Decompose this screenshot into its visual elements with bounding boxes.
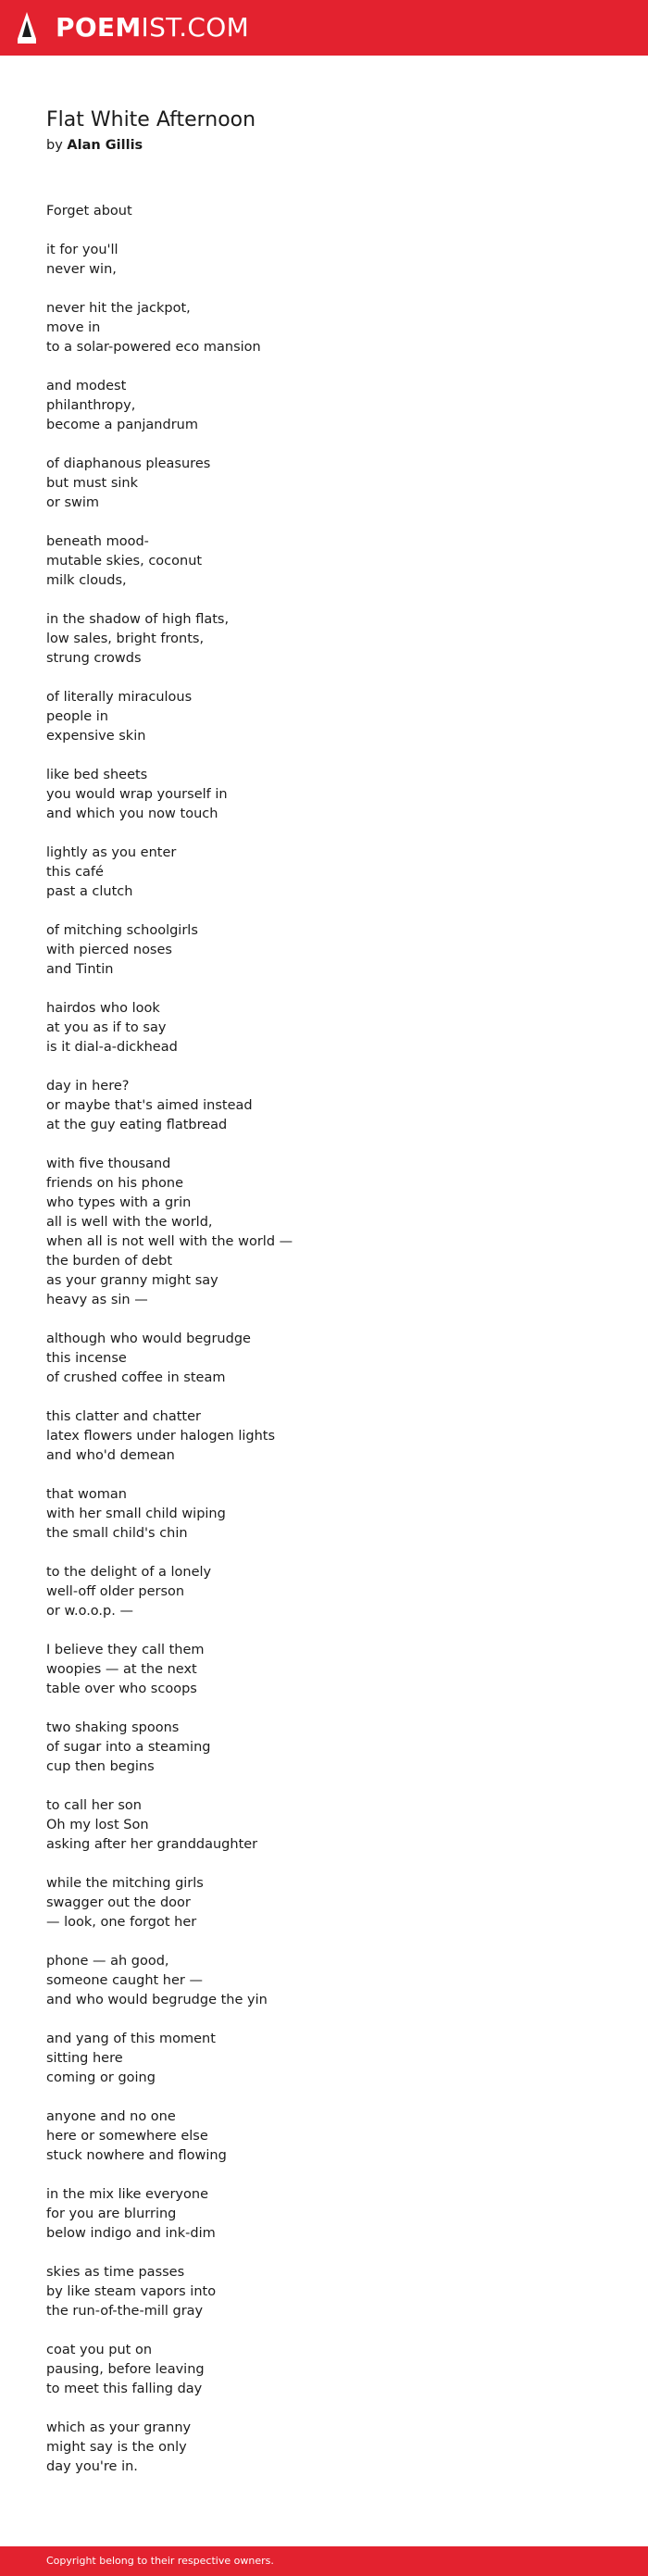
poem-line: this incense [46, 1351, 127, 1366]
poem-line: you would wrap yourself in [46, 787, 228, 802]
poem-stanza [46, 1155, 602, 1310]
poem-stanza [46, 377, 602, 435]
poem-stanza [46, 1874, 602, 1932]
poem-line: and Tintin [46, 962, 114, 977]
poem-line: philanthropy, [46, 398, 136, 413]
pen-nib-icon[interactable] [16, 11, 38, 44]
poem-stanza [46, 610, 602, 669]
poem-title: Flat White Afternoon [46, 108, 256, 131]
poem-line: for you are blurring [46, 2207, 177, 2221]
poem-line: is it dial-a-dickhead [46, 1040, 178, 1055]
poem-stanza [46, 1952, 602, 2010]
poem-line: swagger out the door [46, 1895, 191, 1910]
poem-line: which as your granny [46, 2420, 192, 2435]
poem-line: and yang of this moment [46, 2032, 216, 2046]
poem-line: heavy as sin — [46, 1293, 148, 1307]
poem-line: anyone and no one [46, 2109, 176, 2124]
poem-line: well-off older person [46, 1584, 185, 1599]
poem-line: — look, one forgot her [46, 1915, 197, 1930]
poem-stanza [46, 202, 602, 221]
poem-stanza [46, 1796, 602, 1855]
poem-line: hairdos who look [46, 1001, 160, 1016]
poem-line: although who would begrudge [46, 1332, 251, 1346]
poem-line: by like steam vapors into [46, 2284, 217, 2299]
poem-stanza [46, 1330, 602, 1388]
poem-stanza [46, 999, 602, 1057]
poem-line: as your granny might say [46, 1273, 218, 1288]
poem-stanza [46, 2341, 602, 2399]
author-name[interactable]: Alan Gillis [67, 138, 143, 153]
poem-line: at you as if to say [46, 1020, 167, 1035]
poem-line: latex flowers under halogen lights [46, 1429, 276, 1444]
poem-line: expensive skin [46, 729, 146, 744]
poem-line: become a panjandrum [46, 418, 198, 432]
poem-line: who types with a grin [46, 1195, 192, 1210]
poem-line: strung crowds [46, 651, 142, 666]
poem-line: with pierced noses [46, 943, 172, 957]
poem-line: that woman [46, 1487, 127, 1502]
poem-stanza [46, 241, 602, 280]
poem-line: coming or going [46, 2070, 156, 2085]
poem-line: of diaphanous pleasures [46, 456, 211, 471]
poem-line: the small child's chin [46, 1526, 188, 1541]
poem-line: phone — ah good, [46, 1954, 169, 1969]
poem-line: never hit the jackpot, [46, 301, 191, 316]
poem-line: the run-of-the-mill gray [46, 2304, 204, 2319]
poem-line: might say is the only [46, 2440, 187, 2455]
logo-light-text: IST.COM [141, 12, 250, 43]
poem-stanza [46, 766, 602, 824]
poem-line: while the mitching girls [46, 1876, 204, 1891]
site-logo[interactable] [56, 12, 249, 44]
poem-line: when all is not well with the world — [46, 1234, 293, 1249]
poem-stanza [46, 688, 602, 746]
poem-line: milk clouds, [46, 573, 127, 588]
poem-stanza [46, 2419, 602, 2477]
poem-line: to call her son [46, 1798, 142, 1813]
poem-line: I believe they call them [46, 1643, 205, 1657]
site-footer [0, 2546, 648, 2576]
poem-line: lightly as you enter [46, 845, 177, 860]
logo-bold-text: POEM [56, 12, 142, 43]
poem-line: in the shadow of high flats, [46, 612, 230, 627]
poem-line: the burden of debt [46, 1254, 173, 1269]
poem-line: or w.o.o.p. — [46, 1604, 133, 1619]
poem-line: or swim [46, 495, 100, 510]
poem-line: Oh my lost Son [46, 1818, 149, 1832]
poem-stanza [46, 921, 602, 980]
poem-line: and who would begrudge the yin [46, 1993, 268, 2007]
poem-line: with her small child wiping [46, 1507, 226, 1521]
poem-line: in the mix like everyone [46, 2187, 208, 2202]
byline [46, 135, 602, 156]
poem-stanza [46, 1563, 602, 1621]
poem-line: like bed sheets [46, 768, 148, 782]
poem-line: to meet this falling day [46, 2382, 203, 2396]
poem-line: coat you put on [46, 2343, 153, 2357]
poem-stanza [46, 2030, 602, 2088]
poem-stanza [46, 2107, 602, 2166]
poem-line: mutable skies, coconut [46, 554, 203, 569]
poem-line: woopies — at the next [46, 1662, 197, 1677]
poem-line: and who'd demean [46, 1448, 175, 1463]
poem-line: pausing, before leaving [46, 2362, 205, 2377]
poem-line: two shaking spoons [46, 1720, 180, 1735]
poem-line: of literally miraculous [46, 690, 193, 705]
poem-line: people in [46, 709, 108, 724]
poem-content [46, 107, 602, 2496]
poem-line: it for you'll [46, 243, 118, 257]
poem-line: asking after her granddaughter [46, 1837, 258, 1852]
poem-stanza [46, 1077, 602, 1135]
poem-line: this clatter and chatter [46, 1409, 202, 1424]
poem-stanza [46, 2263, 602, 2321]
poem-stanza [46, 299, 602, 357]
poem-line: of mitching schoolgirls [46, 923, 198, 938]
poem-stanza [46, 2185, 602, 2244]
poem-line: but must sink [46, 476, 139, 491]
poem-line: or maybe that's aimed instead [46, 1098, 253, 1113]
poem-line: to a solar-powered eco mansion [46, 340, 261, 355]
poem-line: and modest [46, 379, 127, 394]
poem-line: someone caught her — [46, 1973, 203, 1988]
poem-line: Forget about [46, 204, 132, 219]
poem-line: sitting here [46, 2051, 123, 2066]
poem-line: move in [46, 320, 101, 335]
poem-line: here or somewhere else [46, 2129, 208, 2144]
poem-line: past a clutch [46, 884, 133, 899]
poem-line: and which you now touch [46, 807, 218, 821]
poem-line: friends on his phone [46, 1176, 184, 1191]
poem-line: with five thousand [46, 1157, 171, 1171]
poem-line: day you're in. [46, 2459, 138, 2474]
poem-line: day in here? [46, 1079, 130, 1094]
poem-line: at the guy eating flatbread [46, 1118, 228, 1132]
poem-line: to the delight of a lonely [46, 1565, 212, 1580]
poem-line: cup then begins [46, 1759, 155, 1774]
poem-line: beneath mood- [46, 534, 149, 549]
poem-line: low sales, bright fronts, [46, 631, 205, 646]
poem-line: never win, [46, 262, 117, 277]
poem-stanza [46, 1641, 602, 1699]
copyright-text: Copyright belong to their respective owners. [46, 2555, 274, 2567]
poem-line: skies as time passes [46, 2265, 185, 2280]
poem-line: table over who scoops [46, 1682, 197, 1696]
poem-stanza [46, 1485, 602, 1544]
poem-body [46, 202, 602, 2477]
poem-line: this café [46, 865, 104, 880]
poem-line: below indigo and ink-dim [46, 2226, 216, 2241]
poem-stanza [46, 1407, 602, 1466]
poem-line: of sugar into a steaming [46, 1740, 211, 1755]
poem-line: stuck nowhere and flowing [46, 2148, 227, 2163]
poem-line: all is well with the world, [46, 1215, 213, 1230]
poem-stanza [46, 532, 602, 591]
poem-stanza [46, 844, 602, 902]
poem-line: of crushed coffee in steam [46, 1370, 226, 1385]
poem-stanza [46, 1719, 602, 1777]
poem-stanza [46, 455, 602, 513]
by-label: by [46, 138, 63, 153]
site-header [0, 0, 648, 56]
